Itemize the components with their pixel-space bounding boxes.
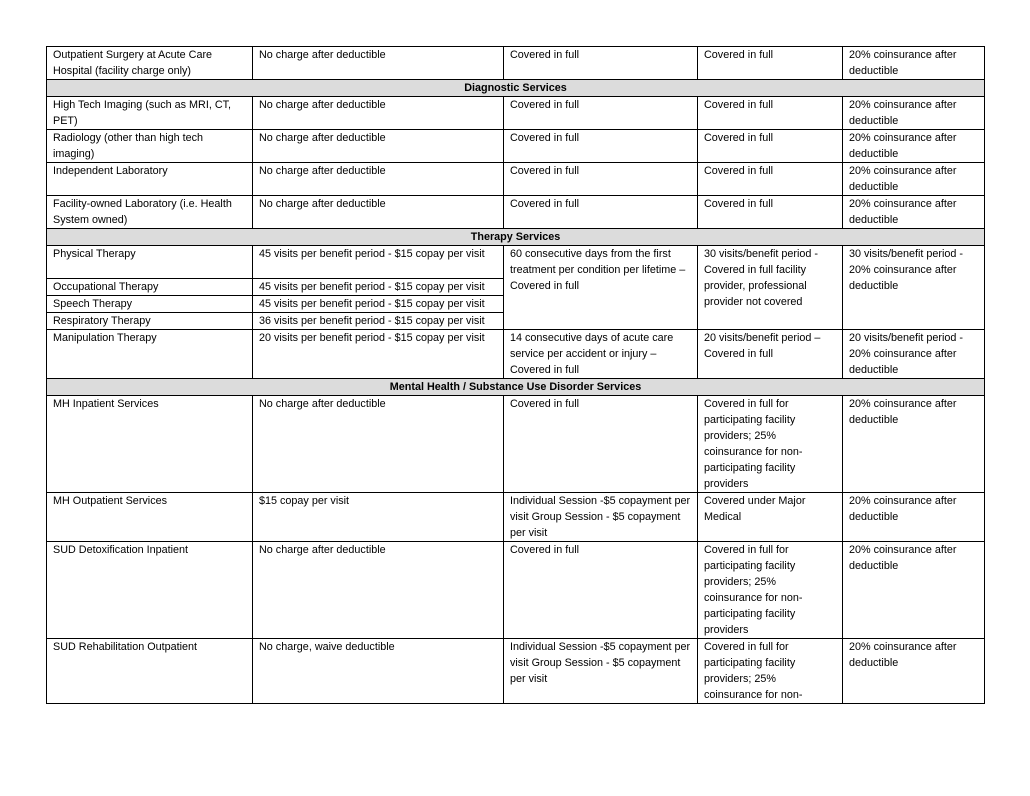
service-cell: MH Inpatient Services <box>47 396 253 493</box>
service-cell: Independent Laboratory <box>47 163 253 196</box>
plan-cell: Covered in full <box>698 97 843 130</box>
plan-cell: No charge after deductible <box>253 542 504 639</box>
plan-cell: Covered in full for participating facility providers; 25% coinsurance for non- <box>698 639 843 704</box>
table-row <box>47 493 985 542</box>
plan-cell: Individual Session -$5 copayment per visit Group Session - $5 copayment per visit <box>504 493 698 542</box>
plan-cell: 20% coinsurance after deductible <box>843 493 985 542</box>
plan-cell: 36 visits per benefit period - $15 copay per visit <box>253 313 504 330</box>
plan-cell: 14 consecutive days of acute care service per accident or injury – Covered in full <box>504 330 698 379</box>
plan-cell: Covered in full <box>504 97 698 130</box>
section-header: Mental Health / Substance Use Disorder Services <box>47 379 985 396</box>
service-cell: High Tech Imaging (such as MRI, CT, PET) <box>47 97 253 130</box>
plan-cell: 20% coinsurance after deductible <box>843 163 985 196</box>
section-header-row <box>47 80 985 97</box>
plan-cell: Covered in full <box>504 396 698 493</box>
plan-cell: $15 copay per visit <box>253 493 504 542</box>
plan-cell: 45 visits per benefit period - $15 copay per visit <box>253 296 504 313</box>
section-header-row <box>47 229 985 246</box>
plan-cell: No charge after deductible <box>253 163 504 196</box>
plan-cell: 30 visits/benefit period - 20% coinsurance after deductible <box>843 246 985 330</box>
plan-cell: 30 visits/benefit period - Covered in full facility provider, professional provider not covered <box>698 246 843 330</box>
service-cell: Occupational Therapy <box>47 279 253 296</box>
plan-cell: No charge after deductible <box>253 130 504 163</box>
service-cell: Radiology (other than high tech imaging) <box>47 130 253 163</box>
plan-cell: Covered in full <box>504 196 698 229</box>
table-row <box>47 196 985 229</box>
service-cell: Speech Therapy <box>47 296 253 313</box>
plan-cell: Covered in full <box>504 130 698 163</box>
benefits-document <box>46 46 984 704</box>
plan-cell: 60 consecutive days from the first treatment per condition per lifetime – Covered in full <box>504 246 698 330</box>
table-row <box>47 542 985 639</box>
table-row <box>47 396 985 493</box>
table-row <box>47 97 985 130</box>
plan-cell: Covered in full for participating facility providers; 25% coinsurance for non-participating facility providers <box>698 396 843 493</box>
table-row <box>47 246 985 279</box>
plan-cell: 45 visits per benefit period - $15 copay per visit <box>253 279 504 296</box>
plan-cell: 20 visits/benefit period – Covered in full <box>698 330 843 379</box>
plan-cell: Covered in full <box>504 163 698 196</box>
plan-cell: Covered in full <box>698 47 843 80</box>
service-cell: Manipulation Therapy <box>47 330 253 379</box>
plan-cell: No charge after deductible <box>253 196 504 229</box>
table-row <box>47 330 985 379</box>
service-cell: SUD Detoxification Inpatient <box>47 542 253 639</box>
plan-cell: No charge, waive deductible <box>253 639 504 704</box>
plan-cell: Covered in full <box>698 130 843 163</box>
plan-cell: 45 visits per benefit period - $15 copay per visit <box>253 246 504 279</box>
service-cell: Respiratory Therapy <box>47 313 253 330</box>
plan-cell: Covered in full <box>698 163 843 196</box>
plan-cell: 20% coinsurance after deductible <box>843 130 985 163</box>
plan-cell: Individual Session -$5 copayment per visit Group Session - $5 copayment per visit <box>504 639 698 704</box>
service-cell: Facility-owned Laboratory (i.e. Health System owned) <box>47 196 253 229</box>
plan-cell: No charge after deductible <box>253 396 504 493</box>
plan-cell: No charge after deductible <box>253 97 504 130</box>
table-row <box>47 47 985 80</box>
benefits-table <box>46 46 985 704</box>
plan-cell: 20% coinsurance after deductible <box>843 97 985 130</box>
table-row <box>47 163 985 196</box>
plan-cell: Covered in full <box>504 542 698 639</box>
service-cell: Outpatient Surgery at Acute Care Hospital (facility charge only) <box>47 47 253 80</box>
plan-cell: Covered under Major Medical <box>698 493 843 542</box>
plan-cell: 20 visits/benefit period - 20% coinsurance after deductible <box>843 330 985 379</box>
plan-cell: Covered in full <box>504 47 698 80</box>
service-cell: Physical Therapy <box>47 246 253 279</box>
section-header: Diagnostic Services <box>47 80 985 97</box>
section-header: Therapy Services <box>47 229 985 246</box>
plan-cell: 20 visits per benefit period - $15 copay per visit <box>253 330 504 379</box>
plan-cell: 20% coinsurance after deductible <box>843 542 985 639</box>
table-row <box>47 639 985 704</box>
service-cell: MH Outpatient Services <box>47 493 253 542</box>
service-cell: SUD Rehabilitation Outpatient <box>47 639 253 704</box>
table-row <box>47 130 985 163</box>
section-header-row <box>47 379 985 396</box>
plan-cell: 20% coinsurance after deductible <box>843 47 985 80</box>
plan-cell: 20% coinsurance after deductible <box>843 196 985 229</box>
plan-cell: Covered in full <box>698 196 843 229</box>
plan-cell: No charge after deductible <box>253 47 504 80</box>
plan-cell: 20% coinsurance after deductible <box>843 639 985 704</box>
plan-cell: 20% coinsurance after deductible <box>843 396 985 493</box>
plan-cell: Covered in full for participating facility providers; 25% coinsurance for non-participating facility providers <box>698 542 843 639</box>
